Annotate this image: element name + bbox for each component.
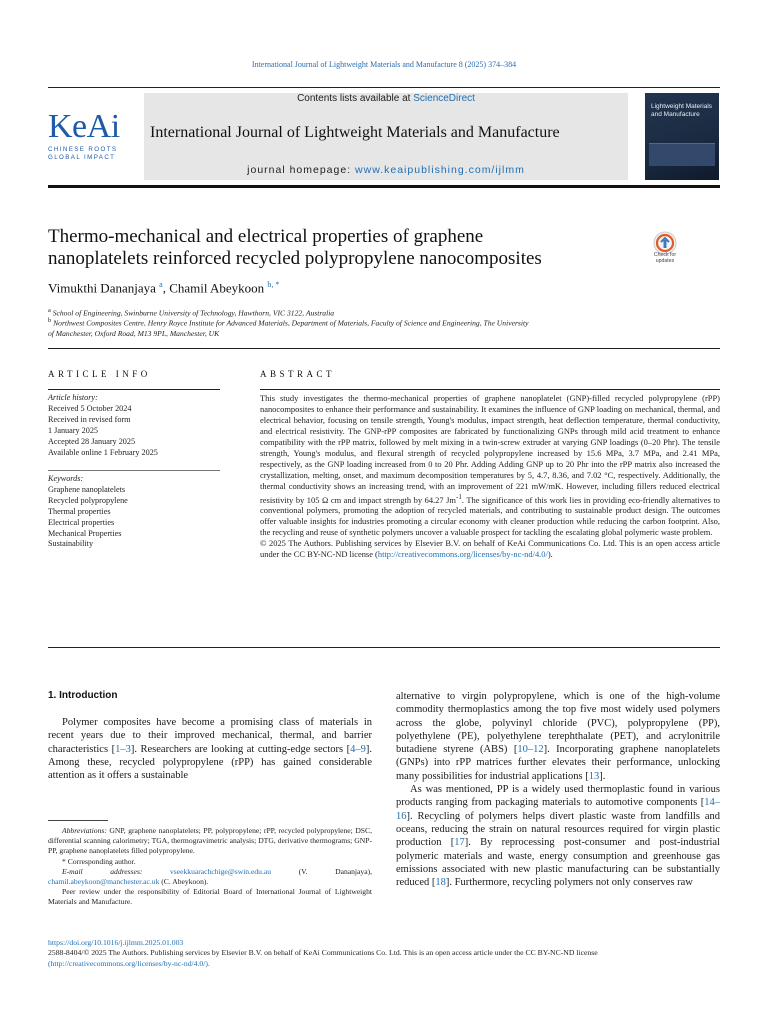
citation-link[interactable]: 13: [588, 770, 600, 782]
citation-link[interactable]: 10–12: [517, 744, 544, 756]
title-block-rule: [48, 348, 720, 349]
keyword-item: Mechanical Properties: [48, 528, 122, 538]
keyword-item: Graphene nanoplatelets: [48, 484, 126, 494]
abstract-text: [260, 393, 720, 538]
intro-text: As was mentioned, PP is a widely used thermoplastic found in various products ranging from packaging materials to automotive components [: [396, 784, 720, 809]
abstract-sup: -1: [456, 492, 462, 501]
doi-link[interactable]: https://doi.org/10.1016/j.ijlmm.2025.01.003: [48, 938, 184, 947]
header-top-rule: [48, 87, 720, 88]
history-label: Article history:: [48, 393, 98, 402]
keai-logo[interactable]: [48, 110, 136, 162]
keyword-item: Thermal properties: [48, 506, 111, 516]
license-link[interactable]: http://creativecommons.org/licenses/by-nc-nd/4.0/: [377, 549, 548, 560]
badge-text-1: Check for: [653, 252, 677, 258]
abstract-body: [260, 393, 720, 560]
citation-link[interactable]: 14–16: [396, 797, 720, 822]
author-2-affil[interactable]: b, *: [267, 280, 280, 289]
keyword-item: Sustainability: [48, 539, 94, 549]
article-info-heading: ARTICLE INFO: [48, 369, 151, 379]
abstract-heading: ABSTRACT: [260, 369, 336, 379]
intro-text: ]. Furthermore, recycling polymers not only conserves raw: [445, 877, 693, 889]
email-label: E-mail addresses:: [62, 866, 143, 876]
paper-title: [48, 226, 638, 270]
author-1[interactable]: Vimukthi Dananjaya: [48, 280, 156, 296]
intro-text: ].: [599, 770, 606, 782]
paper-title-line-1: Thermo-mechanical and electrical properties of graphene: [48, 226, 484, 247]
keywords-label: Keywords:: [48, 474, 84, 483]
abstract-bottom-rule: [48, 647, 720, 648]
corresponding-author: * Corresponding author.: [62, 856, 136, 866]
intro-paragraph-1: [48, 716, 372, 782]
email-name-1: (V. Dananjaya),: [271, 866, 372, 876]
page-footer: [48, 938, 720, 969]
affil-a-marker: a: [48, 307, 51, 314]
citation-link[interactable]: 1–3: [115, 743, 131, 755]
footnotes: [48, 826, 372, 908]
intro-text: ]. Researchers are looking at cutting-edge sectors [: [130, 743, 351, 755]
abbrev-label: Abbreviations:: [62, 826, 107, 835]
author-list: [48, 280, 279, 296]
copyright-text: © 2025 The Authors. Publishing services by Elsevier B.V. on behalf of KeAi Communications Co. Ltd. This is an open access article under the CC BY-NC-ND license (: [260, 538, 720, 560]
abstract-rule: [260, 389, 720, 390]
email-link-1[interactable]: vseekkuarachchige@swin.edu.au: [170, 866, 272, 876]
keywords: [48, 474, 220, 550]
history-item: Received 5 October 2024: [48, 403, 132, 413]
footnote-rule: [48, 820, 108, 821]
keai-tagline-1: CHINESE ROOTS: [48, 146, 118, 153]
citation-link[interactable]: 4–9: [350, 743, 366, 755]
keyword-item: Electrical properties: [48, 517, 115, 527]
journal-homepage: [144, 164, 628, 176]
contents-line: [144, 93, 628, 104]
journal-cover-thumbnail[interactable]: [645, 93, 719, 180]
keai-tagline-2: GLOBAL IMPACT: [48, 154, 116, 161]
intro-text: ]. Among these, recycled polypropylene (rPP) has gained considerable attention as it offers a sustainable: [48, 743, 372, 782]
intro-text: ]. Incorporating graphene nanoplatelets (GNPs) into rPP matrices further elevates their performance, unlocking many possibilities for industrial applications [: [396, 744, 720, 782]
abstract-text-part-1: This study investigates the thermo-mechanical properties of graphene nanoplatelet (GNP)-filled recycled polypropylene (rPP) nanocomposites to enhance their performance and sustainability. It examines the influence of GNP loading on mechanical, thermal, and electrical behavior, focusing on tensile strength, Young's modulus, impact strength, heat deflection temperature, thermal conductivity, and electrical resistivity. The GNP-rPP composites are fabricated by functionalizing GNPs through mild acid treatment to enhance compatibility with the rPP matrix, followed by melt mixing in a twin-screw extruder at varying GNP loadings (0–20 Phr). The tensile strength, Young's modulus, and flexural strength of recycled polypropylene increased by 15.6 MPa, 3.7 MPa, and 2.41 MPa, respectively, as the GNP loading increased from 0 to 20 Phr. Adding Adding GNP up to 20 Phr into the rPP matrix also increased the crystallization, melting, onset, and maximum decomposition temperatures by 5, 4.7, 8.36, and 7.02 °C, respectively. Additionally, the thermal conductivity shows an increasing trend, with an improvement of 221 mW/mK. However, including fillers reduced electrical resistivity by 105 Ω cm and impact strength by 64.27 Jm: [260, 393, 720, 505]
affil-a-text: School of Engineering, Swinburne University of Technology, Hawthorn, VIC 3122, Australia: [52, 308, 335, 318]
history-item: 1 January 2025: [48, 425, 99, 435]
badge-text-2: updates: [655, 258, 675, 264]
author-2[interactable]: Chamil Abeykoon: [169, 280, 265, 296]
keai-logo-word: KeAi: [48, 108, 120, 145]
sciencedirect-link[interactable]: ScienceDirect: [413, 93, 475, 104]
cover-title: Lightweight Materials and Manufacture: [651, 103, 713, 118]
journal-citation[interactable]: International Journal of Lightweight Materials and Manufacture 8 (2025) 374–384: [251, 60, 517, 69]
affiliation-b: [48, 316, 668, 339]
author-1-affil[interactable]: a: [159, 280, 163, 289]
contents-prefix: Contents lists available at: [297, 93, 414, 104]
intro-paragraph-2: [396, 783, 720, 889]
header-bottom-rule: [48, 185, 720, 188]
email-name-2: (C. Abeykoon).: [159, 877, 209, 887]
intro-paragraph-continued: [396, 690, 720, 783]
history-item: Available online 1 February 2025: [48, 447, 158, 457]
copyright-end: ).: [547, 549, 553, 560]
paper-title-line-2: nanoplatelets reinforced recycled polypropylene nanocomposites: [48, 248, 542, 269]
cover-band: [649, 143, 715, 166]
intro-text: Polymer composites have become a promising class of materials in recent years due to their improved mechanical, thermal, and barrier characteristics [: [48, 717, 372, 755]
citation-link[interactable]: 17: [454, 837, 465, 849]
footer-license-link[interactable]: (http://creativecommons.org/licenses/by-nc-nd/4.0/).: [48, 958, 210, 968]
affil-b-marker: b: [48, 317, 52, 324]
abstract-text-part-2: . The significance of this work lies in providing eco-friendly alternatives to conventional polymers, promoting the adoption of recycled materials, and contributing to sustainable product design. The outcomes offer valuable insights for industries promoting a circular economy with cleaner production while reducing the carbon footprint. Also, the recycling and reuse of synthetic polymers uncover a valuable prospect for tackling the escalating global polymeric waste problem.: [260, 494, 721, 538]
journal-title: International Journal of Lightweight Materials and Manufacture: [150, 124, 560, 141]
abbreviations-footnote: [48, 826, 372, 857]
abbrev-text: GNP, graphene nanoplatelets; PP, polypropylene; rPP, recycled polypropylene; DSC, differential scanning calorimetry; TGA, thermogravimetric analysis; DTG, derivative thermograms; GNP-PP, graphene nanoplatelets filled polypropylene.: [48, 826, 372, 856]
abstract-copyright: [260, 538, 720, 560]
history-item: Accepted 28 January 2025: [48, 436, 136, 446]
email-footnote: [48, 867, 372, 887]
intro-right-column: [396, 690, 720, 889]
intro-left-column: [48, 716, 372, 782]
keywords-rule: [48, 470, 220, 471]
issn-text: 2588-8404/© 2025 The Authors. Publishing services by Elsevier B.V. on behalf of KeAi Communications Co. Ltd. This is an open access article under the CC BY-NC-ND license: [48, 948, 598, 958]
homepage-link[interactable]: www.keaipublishing.com/ijlmm: [355, 164, 525, 176]
article-history: [48, 393, 220, 458]
peer-review-note: Peer review under the responsibility of Editorial Board of International Journal of Lightweight Materials and Manufacture.: [48, 887, 372, 907]
keyword-item: Recycled polypropylene: [48, 495, 128, 505]
intro-text: ]. By reprocessing post-consumer and post-industrial polymeric materials and waste, energy consumption and greenhouse gas emissions associated with new plastic manufacturing can be substantially reduced [: [396, 837, 720, 889]
affil-b-line-1: Northwest Composites Centre, Henry Royce Institute for Advanced Materials, Department of Materials, Faculty of Science and Engineering, The University: [53, 318, 529, 328]
homepage-prefix: journal homepage:: [247, 164, 356, 176]
citation-link[interactable]: 18: [435, 877, 446, 889]
history-item: Received in revised form: [48, 414, 131, 424]
check-for-updates-label: [642, 252, 688, 264]
intro-text: ]. Recycling of polymers helps divert plastic waste from landfills and oceans, reducing the strain on natural resources required for virgin plastic production [: [396, 810, 720, 849]
section-heading-introduction: 1. Introduction: [48, 690, 118, 701]
email-link-2[interactable]: chamil.abeykoon@manchester.ac.uk: [48, 877, 160, 887]
author-separator: ,: [162, 280, 170, 296]
intro-text: alternative to virgin polypropylene, which is one of the high-volume commodity thermoplastics among the top five most widely used polymers across the globe, polyvinyl chloride (PVC), polypropylene (PP), polyethylene (PE), polyethylene terephthalate (PET), and acrylonitrile butadiene styrene (ABS) [: [396, 691, 720, 756]
article-info-rule: [48, 389, 220, 390]
affil-b-line-2: of Manchester, Oxford Road, M13 9PL, Manchester, UK: [48, 328, 220, 338]
